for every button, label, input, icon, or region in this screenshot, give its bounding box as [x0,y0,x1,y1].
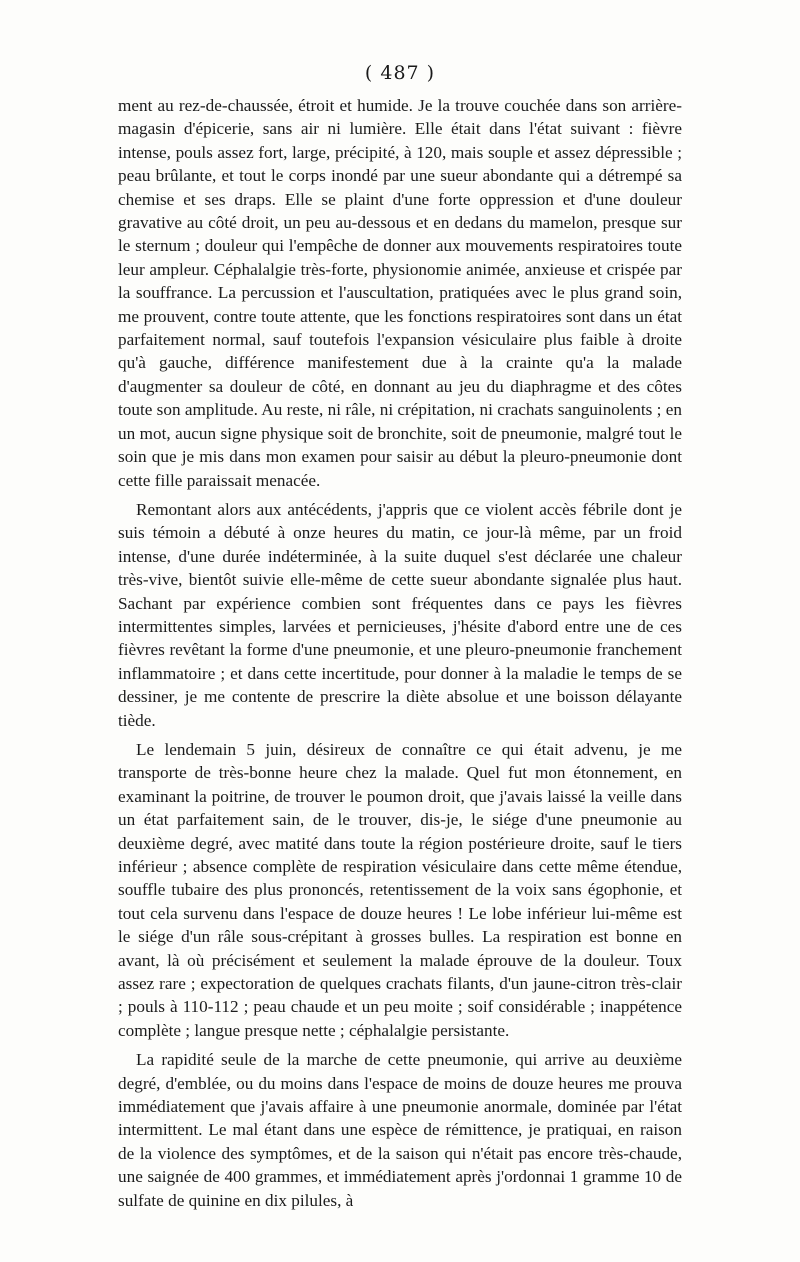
paragraph-continuation: ment au rez-de-chaussée, étroit et humide. Je la trouve couchée dans son arrière-magasin d'épicerie, sans air ni lumière. Elle était dans l'état suivant : fièvre intense, pouls assez fort, large, précipité, à 120, mais souple et assez dépressible ; peau brûlante, et tout le corps inondé par une sueur abondante qui a détrempé sa chemise et ses draps. Elle se plaint d'une forte oppression et d'une douleur gravative au côté droit, un peu au-dessous et en dedans du mamelon, presque sur le sternum ; douleur qui l'empêche de donner aux mouvements respiratoires toute leur ampleur. Céphalalgie très-forte, physionomie animée, anxieuse et crispée par la souffrance. La percussion et l'auscultation, pratiquées avec le plus grand soin, me prouvent, contre toute attente, que les fonctions respiratoires sont dans un état parfaitement normal, sauf toutefois l'expansion vésiculaire plus faible à droite qu'à gauche, différence manifestement due à la crainte qu'a la malade d'augmenter sa douleur de côté, en donnant au jeu du diaphragme et des côtes toute son amplitude. Au reste, ni râle, ni crépitation, ni crachats sanguinolents ; en un mot, aucun signe physique soit de bronchite, soit de pneumonie, malgré tout le soin que je mis dans mon examen pour saisir au début la pleuro-pneumonie dont cette fille paraissait menacée. [118,96,682,490]
paragraph-next-day: Le lendemain 5 juin, désireux de connaître ce qui était advenu, je me transporte de très-bonne heure chez la malade. Quel fut mon étonnement, en examinant la poitrine, de trouver le poumon droit, que j'avais laissé la veille dans un état parfaitement sain, de le trouver, dis-je, le siége d'une pneumonie au deuxième degré, avec matité dans toute la région postérieure droite, sauf le tiers inférieur ; absence complète de respiration vésiculaire dans cette même étendue, souffle tubaire des plus prononcés, retentissement de la voix sans égophonie, et tout cela survenu dans l'espace de douze heures ! Le lobe inférieur lui-même est le siége d'un râle sous-crépitant à grosses bulles. La respiration est bonne en avant, là où précisément et seulement la malade éprouve de la douleur. Toux assez rare ; expectoration de quelques crachats filants, d'un jaune-citron très-clair ; pouls à 110-112 ; peau chaude et un peu moite ; soif considérable ; inappétence complète ; langue presque nette ; céphalalgie persistante. [118,739,682,1040]
page-number: ( 487 ) [364,62,436,84]
body-text [118,94,682,1212]
paragraph-treatment: La rapidité seule de la marche de cette pneumonie, qui arrive au deuxième degré, d'emblée, ou du moins dans l'espace de moins de douze heures me prouva immédiatement que j'avais affaire à une pneumonie anormale, dominée par l'état intermittent. Le mal étant dans une espèce de rémittence, je pratiquai, en raison de la violence des symptômes, et de la saison qui n'était pas encore très-chaude, une saignée de 400 grammes, et immédiatement après j'ordonnai 1 gramme 10 de sulfate de quinine en dix pilules, à [118,1050,682,1210]
paragraph-antecedents: Remontant alors aux antécédents, j'appris que ce violent accès fébrile dont je suis témoin a débuté à onze heures du matin, ce jour-là même, par un froid intense, d'une durée indéterminée, à la suite duquel s'est déclarée une chaleur très-vive, bientôt suivie elle-même de cette sueur abondante signalée plus haut. Sachant par expérience combien sont fréquentes dans ce pays les fièvres intermittentes simples, larvées et pernicieuses, j'hésite d'abord entre une de ces fièvres revêtant la forme d'une pneumonie, et une pleuro-pneumonie franchement inflammatoire ; et dans cette incertitude, pour donner à la maladie le temps de se dessiner, je me contente de prescrire la diète absolue et une boisson délayante tiède. [118,499,682,730]
